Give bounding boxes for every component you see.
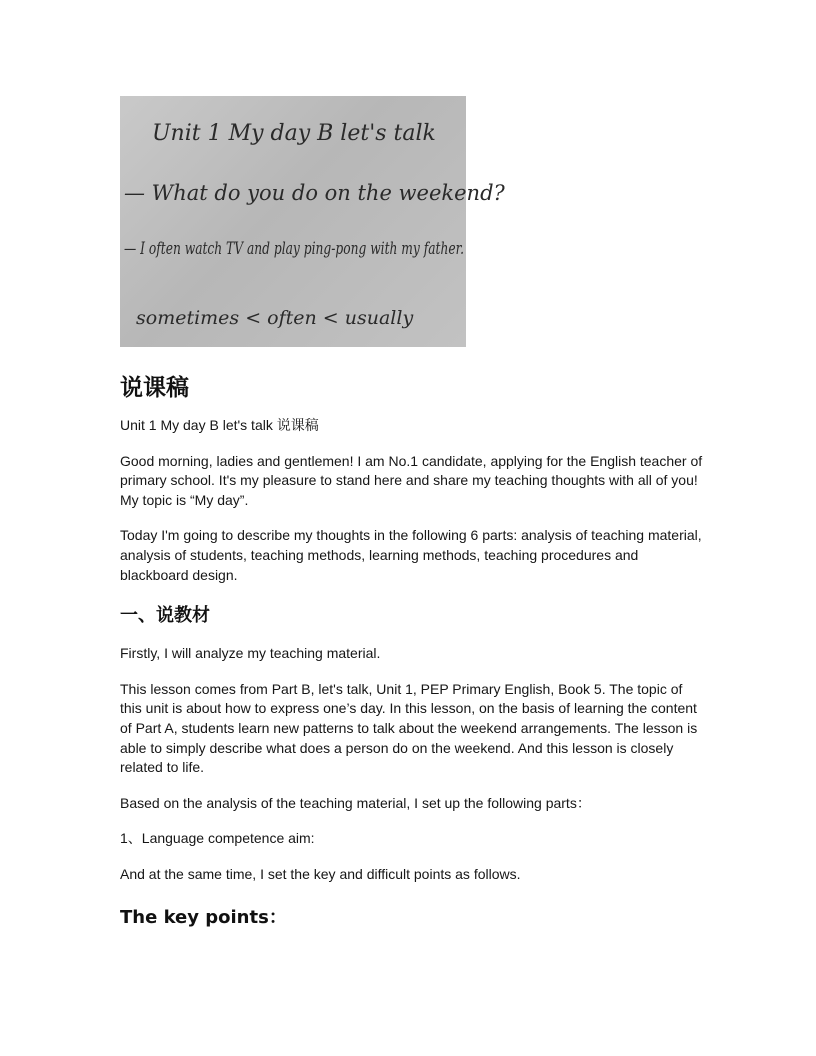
key-points-heading: The key points： [120, 906, 287, 928]
based-paragraph: Based on the analysis of the teaching material, I set up the following parts： [120, 794, 591, 811]
lesson-paragraph: This lesson comes from Part B, let's talk, Unit 1, PEP Primary English, Book 5. The topic of this unit is about how to express one’s day. In this lesson, on the basis of learning the content of Part A, students learn new patterns to talk about the weekend arrangements. The lesson is able to simply describe what does a person do on the weekend. And this lesson is closely related to life. [120, 680, 698, 776]
overview-paragraph: Today I'm going to describe my thoughts in the following 6 parts: analysis of teaching material, analysis of students, teaching methods, learning methods, teaching procedures and blackboard design. [120, 527, 702, 583]
firstly-paragraph: Firstly, I will analyze my teaching material. [120, 645, 381, 662]
intro-paragraph: Good morning, ladies and gentlemen! I am No.1 candidate, applying for the English teacher of primary school. It's my pleasure to stand here and share my teaching thoughts with all of you! My topic is “My day”. [120, 452, 703, 508]
handwriting-line-1: Unit 1 My day B let's talk [152, 121, 436, 146]
lesson-subtitle: Unit 1 My day B let's talk 说课稿 [120, 417, 319, 433]
page-title: 说课稿 [120, 375, 189, 401]
handwriting-line-3: — I often watch TV and play ping-pong with my father. [124, 239, 464, 259]
aim-paragraph: 1、Language competence aim: [120, 830, 315, 847]
handwriting-image [120, 96, 505, 347]
blackboard-photo [120, 96, 505, 347]
keypoints-paragraph: And at the same time, I set the key and difficult points as follows. [120, 865, 521, 882]
section-heading-material: 一、说教材 [120, 605, 210, 627]
handwriting-line-4: sometimes < often < usually [136, 307, 414, 329]
document-page [120, 96, 705, 933]
handwriting-line-2: — What do you do on the weekend? [124, 181, 505, 205]
